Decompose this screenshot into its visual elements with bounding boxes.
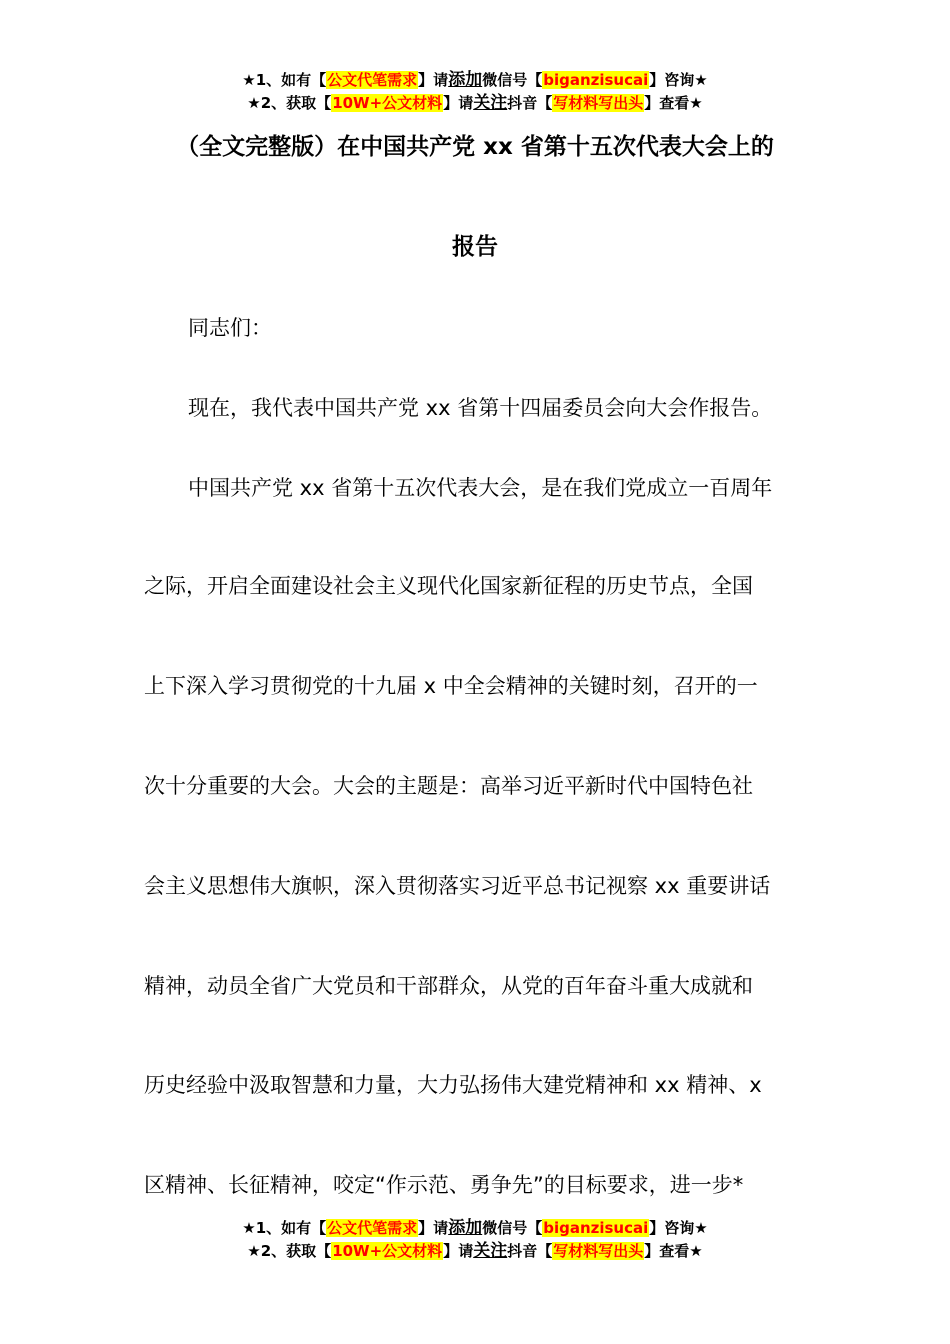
highlight-wechat-id: biganzisucai [543, 71, 649, 89]
banner-text: 】查看★ [644, 1242, 703, 1260]
banner-line-2 [0, 1240, 950, 1263]
highlight-wechat-id: biganzisucai [543, 1219, 649, 1237]
highlight-douyin: 写材料写出头 [553, 1242, 644, 1260]
body-line: 之际，开启全面建设社会主义现代化国家新征程的历史节点，全国 [144, 574, 753, 598]
banner-text: ★2、获取【 [247, 1242, 332, 1260]
banner-text: 】咨询★ [649, 1219, 708, 1237]
banner-line-1 [0, 69, 950, 92]
banner-line-2 [0, 92, 950, 115]
body-line: 历史经验中汲取智慧和力量，大力弘扬伟大建党精神和 xx 精神、x [144, 1073, 762, 1097]
banner-text: 】请 [418, 1219, 449, 1237]
banner-text: 】查看★ [644, 94, 703, 112]
document-title-line-1: （全文完整版）在中国共产党 xx 省第十五次代表大会上的 [176, 134, 774, 160]
body-line: 上下深入学习贯彻党的十九届 x 中全会精神的关键时刻，召开的一 [144, 674, 758, 698]
body-line: 次十分重要的大会。大会的主题是：高举习近平新时代中国特色社 [144, 774, 753, 798]
highlight-douyin: 写材料写出头 [553, 94, 644, 112]
emphasis-add: 添加 [448, 70, 483, 90]
banner-text: 】请 [443, 94, 474, 112]
banner-text: 】咨询★ [649, 71, 708, 89]
body-line: 中国共产党 xx 省第十五次代表大会，是在我们党成立一百周年 [188, 476, 773, 500]
highlight-materials: 10W+公文材料 [332, 94, 443, 112]
emphasis-follow: 关注 [473, 1241, 508, 1261]
banner-text: 微信号【 [482, 71, 543, 89]
body-line: 现在，我代表中国共产党 xx 省第十四届委员会向大会作报告。 [188, 396, 773, 420]
banner-text: 】请 [443, 1242, 474, 1260]
body-line: 精神，动员全省广大党员和干部群众，从党的百年奋斗重大成就和 [144, 974, 753, 998]
banner-text: ★2、获取【 [247, 94, 332, 112]
banner-text: 抖音【 [507, 94, 553, 112]
banner-text: 】请 [418, 71, 449, 89]
banner-text: ★1、如有【 [242, 71, 327, 89]
document-title-line-2: 报告 [452, 234, 498, 260]
highlight-service: 公文代笔需求 [327, 71, 418, 89]
banner-text: 微信号【 [482, 1219, 543, 1237]
highlight-service: 公文代笔需求 [327, 1219, 418, 1237]
top-banner [0, 69, 950, 115]
body-line: 区精神、长征精神，咬定“作示范、勇争先”的目标要求，进一步* [144, 1173, 744, 1197]
emphasis-add: 添加 [448, 1218, 483, 1238]
body-line: 会主义思想伟大旗帜，深入贯彻落实习近平总书记视察 xx 重要讲话 [144, 874, 771, 898]
banner-text: 抖音【 [507, 1242, 553, 1260]
emphasis-follow: 关注 [473, 93, 508, 113]
banner-line-1 [0, 1217, 950, 1240]
salutation: 同志们： [188, 316, 272, 340]
highlight-materials: 10W+公文材料 [332, 1242, 443, 1260]
banner-text: ★1、如有【 [242, 1219, 327, 1237]
bottom-banner [0, 1217, 950, 1263]
